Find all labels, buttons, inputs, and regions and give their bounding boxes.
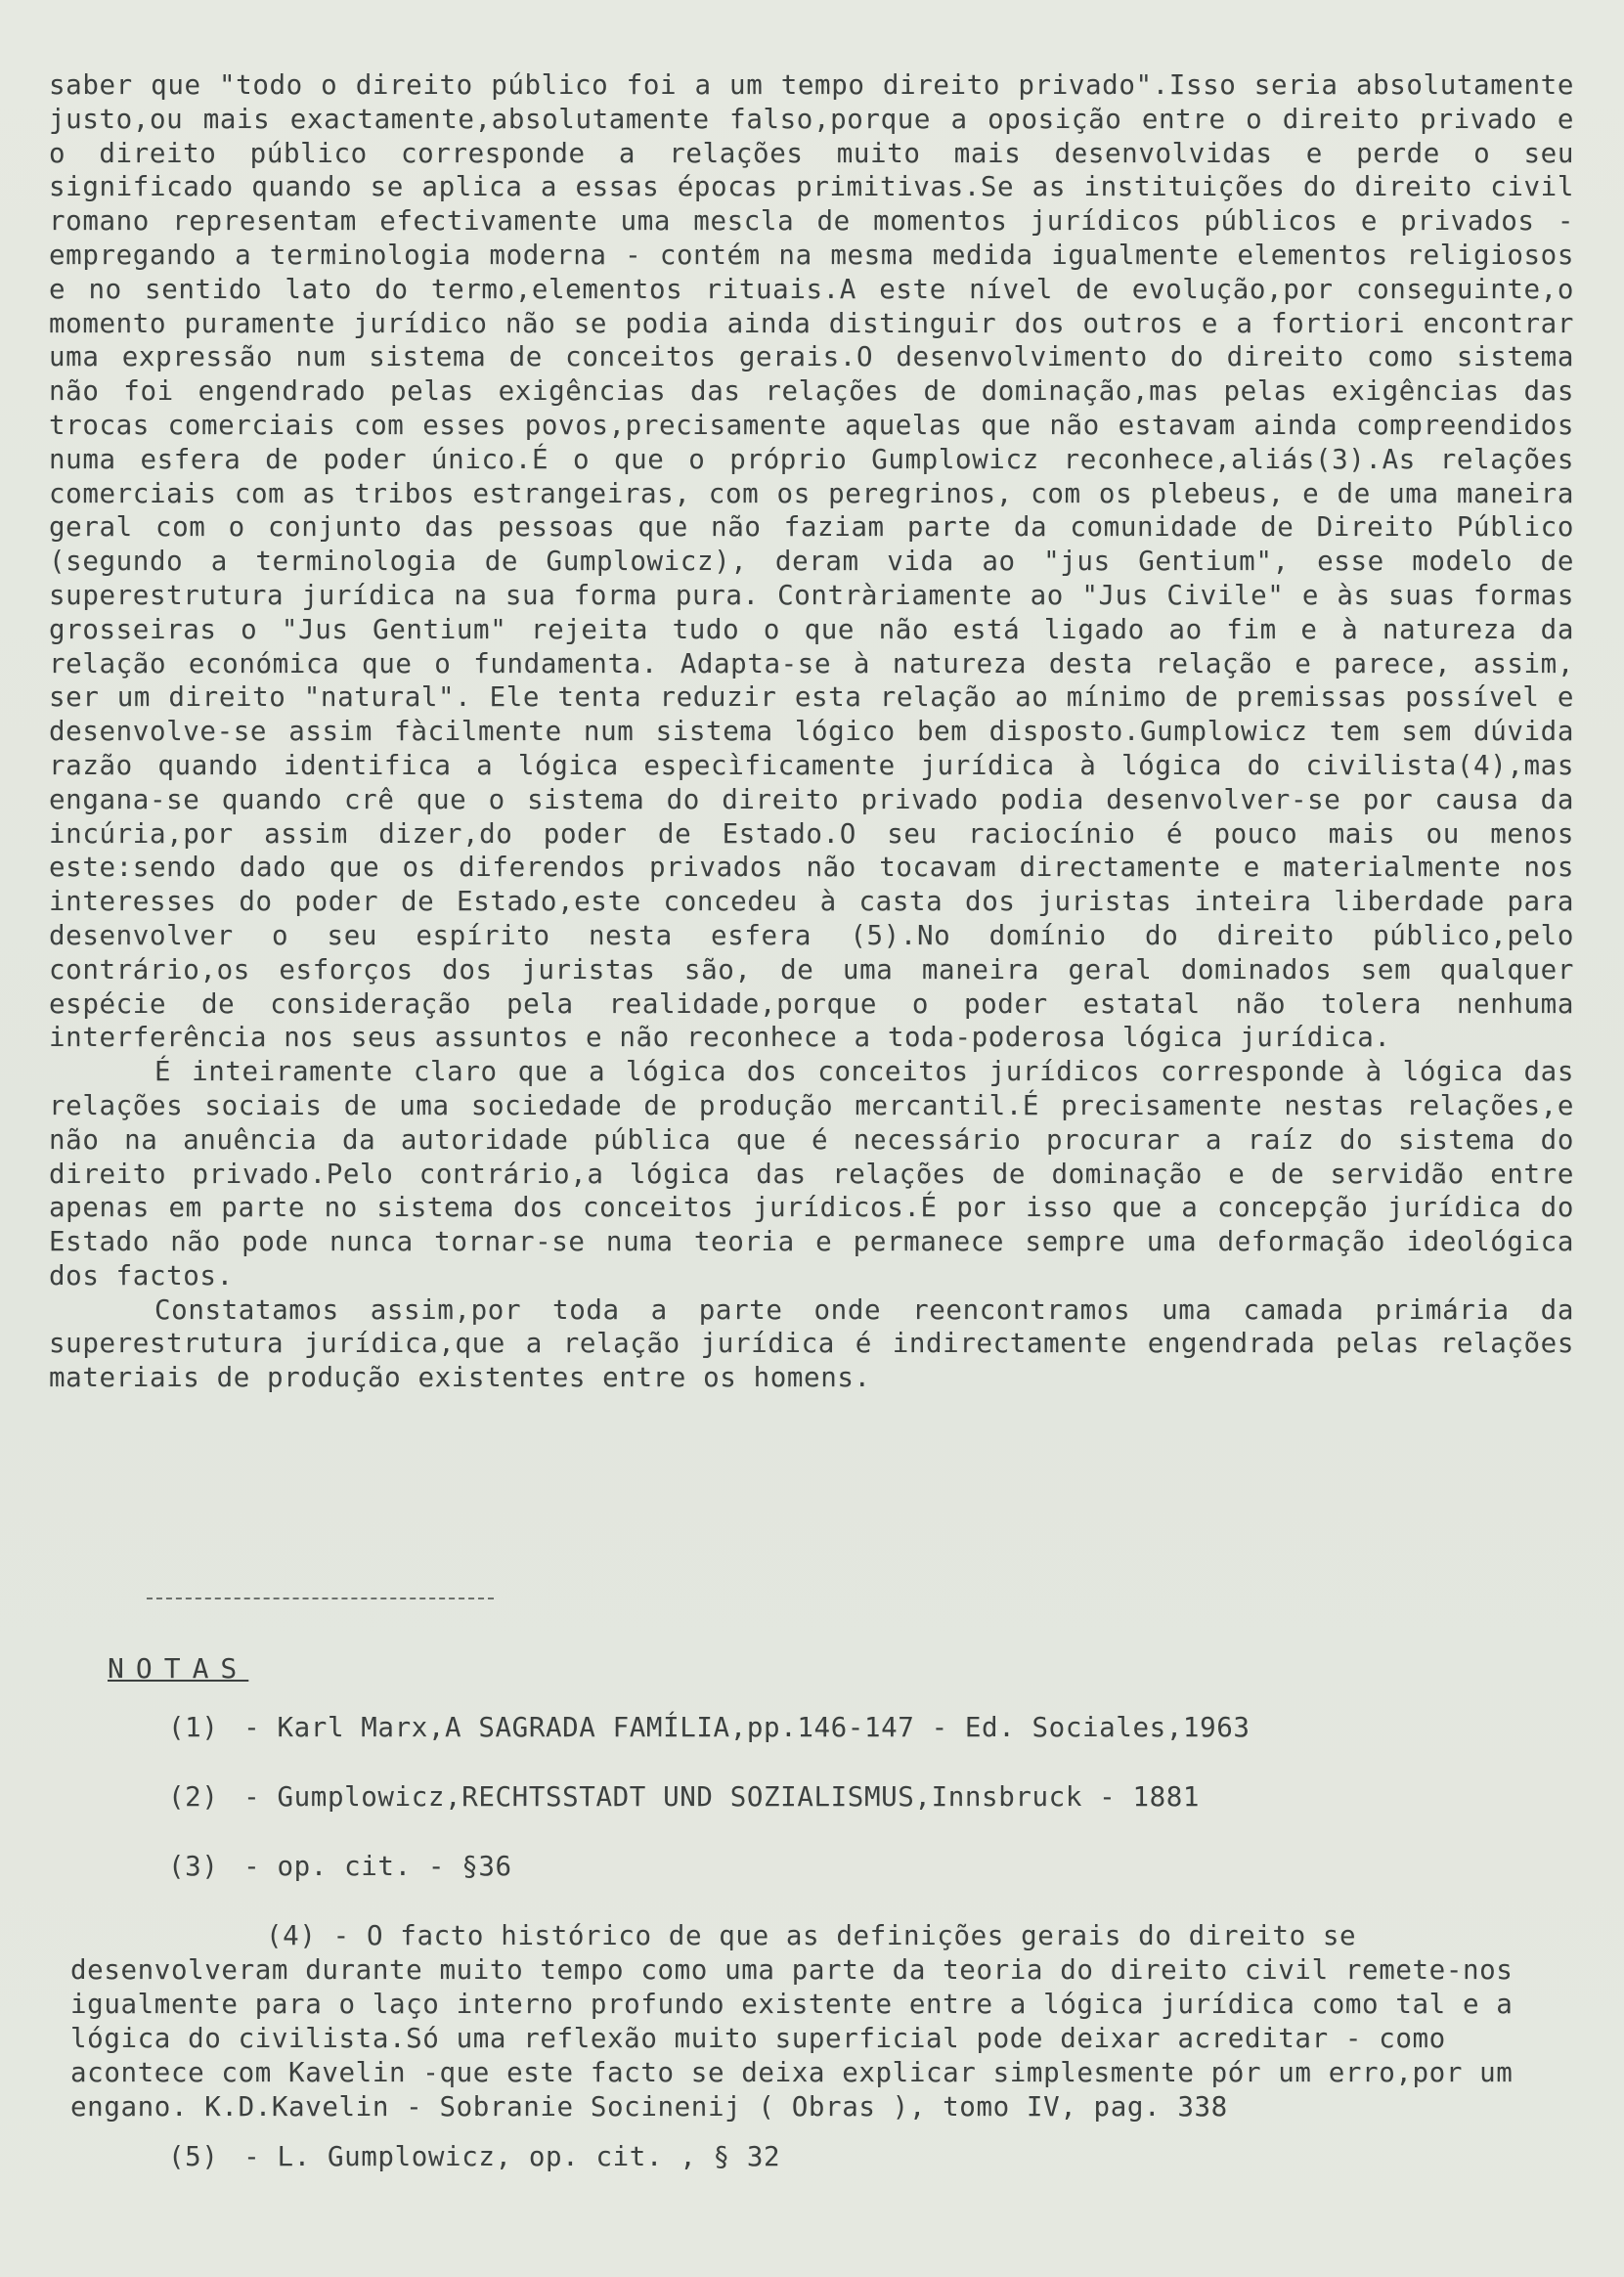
footnote-text: - op. cit. - §36 <box>243 1851 512 1882</box>
paragraph: saber que "todo o direito público foi a um tempo direito privado".Isso seria absolutamente justo,ou mais exactamente,absolutamente falso,porque a oposição entre o direito privado e o direito público corresponde a relações muito mais desenvolvidas e perde o seu significado quando se aplica a essas épocas primitivas.Se as instituições do direito civil romano representam efectivamente uma mescla de momentos jurídicos públicos e privados - empregando a terminologia moderna - contém na mesma medida igualmente elementos religiosos e no sentido lato do termo,elementos rituais.A este nível de evolução,por conseguinte,o momento puramente jurídico não se podia ainda distinguir dos outros e a fortiori encontrar uma expressão num sistema de conceitos gerais.O desenvolvimento do direito como sistema não foi engendrado pelas exigências das relações de dominação,mas pelas exigências das trocas comerciais com esses povos,precisamente aquelas que não estavam ainda compreendidos numa esfera de poder único.É o que o próprio Gumplowicz reconhece,aliás(3).As relações comerciais com as tribos estrangeiras, com os peregrinos, com os plebeus, e de uma maneira geral com o conjunto das pessoas que não faziam parte da comunidade de Direito Público (segundo a terminologia de Gumplowicz), deram vida ao "jus Gentium", esse modelo de superestrutura jurídica na sua forma pura. Contràriamente ao "Jus Civile" e às suas formas grosseiras o "Jus Gentium" rejeita tudo o que não está ligado ao fim e à natureza da relação económica que o fundamenta. Adapta-se à natureza desta relação e parece, assim, ser um direito "natural". Ele tenta reduzir esta relação ao mínimo de premissas possível e desenvolve-se assim fàcilmente num sistema lógico bem disposto.Gumplowicz tem sem dúvida razão quando identifica a lógica especìficamente jurídica à lógica do civilista(4),mas engana-se quando crê que o sistema do direito privado podia desenvolver-se por causa da incúria,por assim dizer,do poder de Estado.O seu raciocínio é pouco mais ou menos este:sendo dado que os diferendos privados não tocavam directamente e materialmente nos interesses do poder de Estado,este concedeu à casta dos juristas inteira liberdade para desenvolver o seu espírito nesta esfera (5).No domínio do direito público,pelo contrário,os esforços dos juristas são, de uma maneira geral dominados sem qualquer espécie de consideração pela realidade,porque o poder estatal não tolera nenhuma interferência nos seus assuntos e não reconhece a toda-poderosa lógica jurídica. <box>49 69 1574 1054</box>
footnote-text: - O facto histórico de que as definições gerais do direito se desenvolveram durante muito tempo como uma parte da teoria do direito civil remete-nos igualmente para o laço interno profundo existente entre a lógica jurídica como tal e a lógica do civilista.Só uma reflexão muito superficial pode deixar acreditar - como acontece com Kavelin -que este facto se deixa explicar simplesmente pór um erro,por um engano. K.D.Kavelin - Sobranie Socinenij ( Obras ), tomo IV, pag. 338 <box>70 1920 1514 2123</box>
footnote-number: (2) <box>168 1781 219 1813</box>
paragraph: Constatamos assim,por toda a parte onde reencontramos uma camada primária da superestrutura jurídica,que a relação jurídica é indirectamente engendrada pelas relações materiais de produção existentes entre os homens. <box>49 1293 1574 1394</box>
footnote-number: (4) <box>266 1920 317 1951</box>
notes-divider <box>147 1598 494 1599</box>
paragraph: É inteiramente claro que a lógica dos conceitos jurídicos corresponde à lógica das relações sociais de uma sociedade de produção mercantil.É precisamente nestas relações,e não na anuência da autoridade pública que é necessário procurar a raíz do sistema do direito privado.Pelo contrário,a lógica das relações de dominação e de servidão entre apenas em parte no sistema dos conceitos jurídicos.É por isso que a concepção jurídica do Estado não pode nunca tornar-se numa teoria e permanece sempre uma deformação ideológica dos factos. <box>49 1056 1574 1292</box>
footnote <box>70 1919 1566 2124</box>
footnote-number: (5) <box>168 2141 219 2172</box>
footnote-text: - L. Gumplowicz, op. cit. , § 32 <box>243 2141 781 2172</box>
footnote <box>70 1850 1566 1884</box>
footnote-number: (1) <box>168 1712 219 1743</box>
body-text <box>49 68 1574 1395</box>
footnote-text: - Karl Marx,A SAGRADA FAMÍLIA,pp.146-147 - Ed. Sociales,1963 <box>243 1712 1251 1743</box>
footnote <box>70 1780 1566 1815</box>
footnote-number: (3) <box>168 1851 219 1882</box>
notes-heading: NOTAS <box>108 1652 249 1685</box>
footnote <box>70 2140 1566 2174</box>
notes-list <box>70 1711 1566 2210</box>
footnote-text: - Gumplowicz,RECHTSSTADT UND SOZIALISMUS,Innsbruck - 1881 <box>243 1781 1201 1813</box>
footnote <box>70 1711 1566 1745</box>
